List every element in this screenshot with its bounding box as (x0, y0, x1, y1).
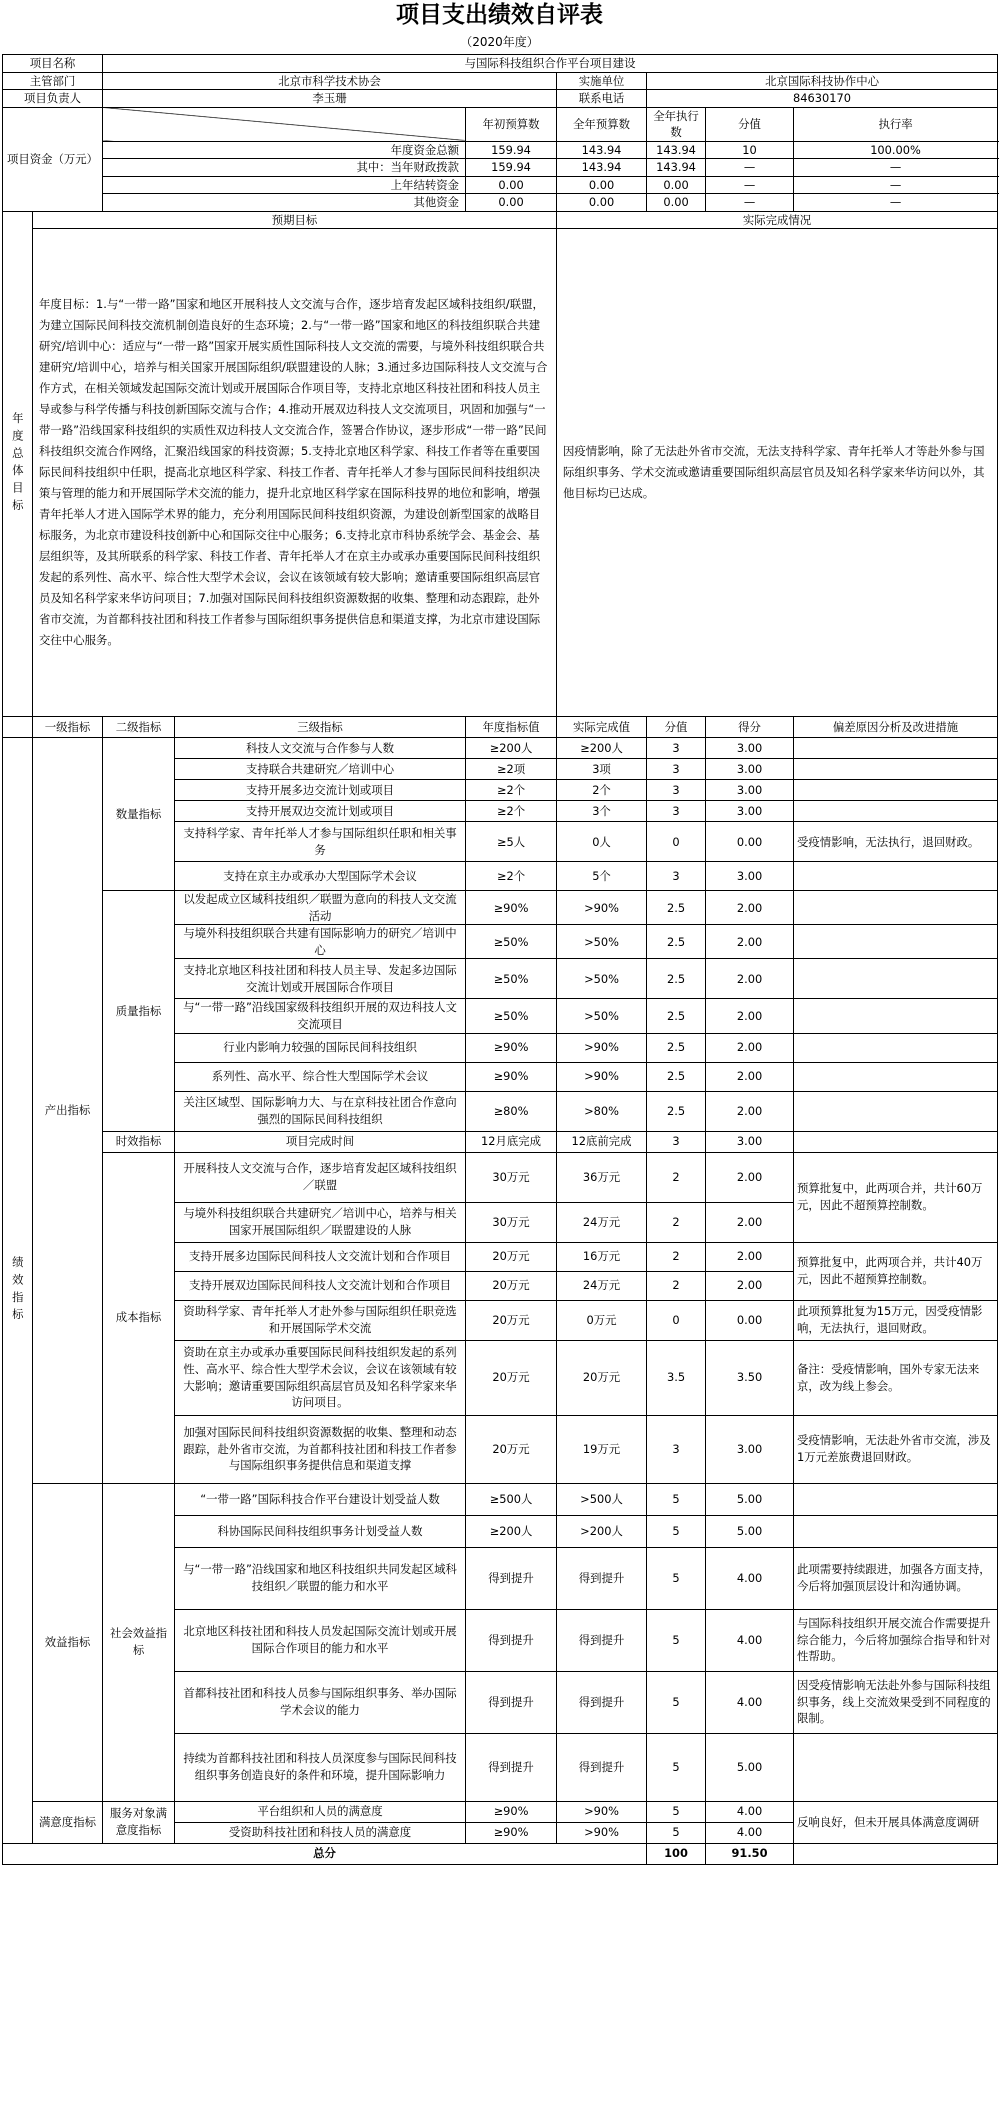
indicator-actual: 3个 (557, 801, 647, 822)
indicator-name: 科技人文交流与合作参与人数 (175, 738, 466, 759)
evaluation-table (2, 54, 998, 1865)
indicator-actual: >90% (557, 1062, 647, 1091)
indicator-note: 与国际科技组织开展交流合作需要提升综合能力，今后将加强综合指导和针对性帮助。 (794, 1609, 998, 1671)
lead-value: 李玉珊 (103, 90, 557, 108)
indicator-score: 2.00 (706, 1152, 794, 1202)
indicator-weight: 5 (647, 1609, 706, 1671)
indicator-weight: 3 (647, 738, 706, 759)
indicator-target: 12月底完成 (466, 1131, 557, 1152)
indicator-name: 资助科学家、青年托举人才赴外参与国际组织任职竞选和开展国际学术交流 (175, 1300, 466, 1340)
indicator-score: 3.00 (706, 862, 794, 891)
indicator-score: 4.00 (706, 1609, 794, 1671)
indicator-header: 年度指标值 (466, 717, 557, 738)
indicator-weight: 3 (647, 862, 706, 891)
indicator-score: 5.00 (706, 1733, 794, 1801)
indicator-weight: 3 (647, 780, 706, 801)
indicator-score: 3.50 (706, 1340, 794, 1415)
funds-value: 0.00 (557, 176, 647, 194)
indicator-note (794, 925, 998, 959)
indicator-weight: 3.5 (647, 1340, 706, 1415)
indicator-target: 30万元 (466, 1202, 557, 1242)
indicator-score: 2.00 (706, 1062, 794, 1091)
indicator-score: 2.00 (706, 1202, 794, 1242)
indicator-name: 支持北京地区科技社团和科技人员主导、发起多边国际交流计划或开展国际合作项目 (175, 959, 466, 999)
indicator-actual: 24万元 (557, 1202, 647, 1242)
total-weight: 100 (647, 1843, 706, 1864)
indicator-score: 4.00 (706, 1547, 794, 1609)
indicator-note: 受疫情影响，无法执行，退回财政。 (794, 822, 998, 862)
indicator-target: 20万元 (466, 1340, 557, 1415)
indicator-actual: 19万元 (557, 1415, 647, 1483)
indicator-weight: 2 (647, 1242, 706, 1271)
project-name: 与国际科技组织合作平台项目建设 (103, 55, 998, 73)
indicator-target: 得到提升 (466, 1671, 557, 1733)
indicator-score: 3.00 (706, 1415, 794, 1483)
indicator-actual: 得到提升 (557, 1547, 647, 1609)
indicator-weight: 5 (647, 1515, 706, 1547)
indicator-note (794, 1033, 998, 1062)
total-label: 总分 (3, 1843, 647, 1864)
funds-row-name: 上年结转资金 (103, 176, 466, 194)
indicator-target: ≥2个 (466, 862, 557, 891)
funds-value: — (794, 159, 998, 177)
phone-value: 84630170 (647, 90, 998, 108)
funds-value: 0.00 (466, 194, 557, 212)
indicator-actual: 0万元 (557, 1300, 647, 1340)
level2-quantity: 数量指标 (103, 738, 175, 891)
indicator-note (794, 891, 998, 925)
indicator-weight: 3 (647, 801, 706, 822)
indicator-score: 4.00 (706, 1801, 794, 1822)
indicator-weight: 5 (647, 1547, 706, 1609)
indicator-weight: 2.5 (647, 1033, 706, 1062)
indicator-weight: 5 (647, 1733, 706, 1801)
indicator-score: 2.00 (706, 1242, 794, 1271)
actual-result-text: 因疫情影响，除了无法赴外省市交流，无法支持科学家、青年托举人才等赴外参与国际组织事务、学术交流或邀请重要国际组织高层官员及知名科学家来华访问以外，其他目标均已达成。 (557, 229, 998, 717)
indicator-weight: 2 (647, 1271, 706, 1300)
expected-goal-text: 年度目标：1.与“一带一路”国家和地区开展科技人文交流与合作，逐步培育发起区域科技组织/联盟，为建立国际民间科技交流机制创造良好的生态环境；2.与“一带一路”国家和地区的科技组织联合共建研究/培训中心：适应与“一带一路”国家开展实质性国际科技人文交流的需要，与境外科技组织联合共建研究/培训中心，培养与相关国家开展国际组织/联盟建设的人脉；3.通过多边国际科技人文交流与合作方式，在相关领域发起国际交流计划或开展国际合作项目等，支持北京地区科技社团和科技人员主导或参与科学传播与科技创新国际交流与合作；4.推动开展双边科技人文交流项目，巩固和加强与“一带一路”沿线国家科技组织的实质性双边科技人文交流合作，签署合作协议，逐步形成“一带一路”民间科技组织交流合作网络，汇聚沿线国家的科技资源；5.支持北京地区科学家、科技工作者等在重要国际民间科技组织中任职，提高北京地区科学家、科技工作者、青年托举人才参与国际民间科技组织决策与管理的能力和开展国际学术交流的能力，提升北京地区科学家在国际科技界的地位和影响，增强青年托举人才进入国际学术界的能力，充分利用国际民间科技组织资源，为建设创新型国家的战略目标服务，为北京市建设科技创新中心和国际交往中心服务；6.支持北京市科协系统学会、基金会、基层组织等，及其所联系的科学家、科技工作者、青年托举人才在京主办或承办重要国际民间科技组织发起的系列性、高水平、综合性大型学术会议，会议在该领域有较大影响；邀请重要国际组织高层官员及知名科学家来华访问项目；7.加强对国际民间科技组织资源数据的收集、整理和动态跟踪，赴外省市交流，为首都科技社团和科技工作者参与国际组织事务提供信息和渠道支撑，为北京市建设国际交往中心服务。 (33, 229, 557, 717)
funds-value: — (706, 176, 794, 194)
total-note (794, 1843, 998, 1864)
funds-value: 0.00 (647, 176, 706, 194)
funds-value: 143.94 (557, 159, 647, 177)
indicator-weight: 2.5 (647, 925, 706, 959)
satisfaction-note: 反响良好，但未开展具体满意度调研 (794, 1801, 998, 1843)
funds-value: — (706, 159, 794, 177)
indicator-actual: 36万元 (557, 1152, 647, 1202)
indicator-actual: >90% (557, 1801, 647, 1822)
indicator-target: 20万元 (466, 1415, 557, 1483)
indicator-note (794, 999, 998, 1033)
indicator-score: 4.00 (706, 1671, 794, 1733)
funds-value: 0.00 (647, 194, 706, 212)
level2-satisfaction: 服务对象满意度指标 (103, 1801, 175, 1843)
indicator-note (794, 1733, 998, 1801)
funds-value: 159.94 (466, 159, 557, 177)
indicator-name: 支持开展多边交流计划或项目 (175, 780, 466, 801)
indicator-target: ≥2个 (466, 780, 557, 801)
indicator-target: ≥90% (466, 1062, 557, 1091)
indicator-target: 20万元 (466, 1242, 557, 1271)
indicator-note (794, 1131, 998, 1152)
indicator-target: ≥500人 (466, 1483, 557, 1515)
indicator-score: 3.00 (706, 780, 794, 801)
indicator-name: 支持开展双边交流计划或项目 (175, 801, 466, 822)
indicator-target: ≥200人 (466, 1515, 557, 1547)
indicator-target: ≥80% (466, 1091, 557, 1131)
indicator-actual: >200人 (557, 1515, 647, 1547)
impl-label: 实施单位 (557, 72, 647, 90)
indicator-weight: 0 (647, 822, 706, 862)
indicator-target: ≥50% (466, 959, 557, 999)
cost-note: 备注：受疫情影响，国外专家无法来京，改为线上参会。 (794, 1340, 998, 1415)
indicator-weight: 2.5 (647, 1062, 706, 1091)
indicator-score: 0.00 (706, 822, 794, 862)
indicator-name: 支持开展双边国际民间科技人文交流计划和合作项目 (175, 1271, 466, 1300)
indicator-score: 3.00 (706, 759, 794, 780)
blank-cell (3, 717, 33, 738)
indicator-note: 此项需要持续跟进，加强各方面支持，今后将加强顶层设计和沟通协调。 (794, 1547, 998, 1609)
indicator-score: 2.00 (706, 999, 794, 1033)
indicator-header: 一级指标 (33, 717, 103, 738)
level1-satisfaction: 满意度指标 (33, 1801, 103, 1843)
indicator-name: 行业内影响力较强的国际民间科技组织 (175, 1033, 466, 1062)
indicator-target: 得到提升 (466, 1547, 557, 1609)
level2-timeliness: 时效指标 (103, 1131, 175, 1152)
indicator-name: 加强对国际民间科技组织资源数据的收集、整理和动态跟踪，赴外省市交流，为首都科技社团和科技工作者参与国际组织事务提供信息和渠道支撑 (175, 1415, 466, 1483)
indicator-target: 30万元 (466, 1152, 557, 1202)
indicator-actual: 3项 (557, 759, 647, 780)
indicator-target: ≥90% (466, 1801, 557, 1822)
indicator-score: 3.00 (706, 801, 794, 822)
indicator-actual: >90% (557, 891, 647, 925)
cost-note: 受疫情影响，无法赴外省市交流，涉及1万元差旅费退回财政。 (794, 1415, 998, 1483)
indicator-note (794, 759, 998, 780)
indicator-target: ≥200人 (466, 738, 557, 759)
indicator-name: 开展科技人文交流与合作，逐步培育发起区域科技组织／联盟 (175, 1152, 466, 1202)
indicator-name: 项目完成时间 (175, 1131, 466, 1152)
indicator-weight: 3 (647, 1415, 706, 1483)
funds-header: 全年预算数 (557, 107, 647, 141)
dept-label: 主管部门 (3, 72, 103, 90)
indicator-target: ≥90% (466, 1822, 557, 1843)
indicator-name: 与境外科技组织联合共建有国际影响力的研究／培训中心 (175, 925, 466, 959)
funds-value: — (706, 194, 794, 212)
indicator-score: 2.00 (706, 891, 794, 925)
indicator-header: 实际完成值 (557, 717, 647, 738)
indicator-note (794, 959, 998, 999)
indicator-actual: >500人 (557, 1483, 647, 1515)
indicator-score: 0.00 (706, 1300, 794, 1340)
funds-header: 年初预算数 (466, 107, 557, 141)
goals-side-label: 年度总体目标 (3, 211, 33, 717)
funds-value: — (794, 194, 998, 212)
indicator-note (794, 1515, 998, 1547)
indicator-actual: 0人 (557, 822, 647, 862)
indicator-name: 支持科学家、青年托举人才参与国际组织任职和相关事务 (175, 822, 466, 862)
actual-result-header: 实际完成情况 (557, 211, 998, 229)
indicator-weight: 5 (647, 1822, 706, 1843)
impl-value: 北京国际科技协作中心 (647, 72, 998, 90)
funds-diagonal-cell (103, 107, 466, 141)
indicator-target: ≥90% (466, 1033, 557, 1062)
funds-row-name: 其他资金 (103, 194, 466, 212)
indicator-name: 与境外科技组织联合共建研究／培训中心，培养与相关国家开展国际组织／联盟建设的人脉 (175, 1202, 466, 1242)
indicator-name: 系列性、高水平、综合性大型国际学术会议 (175, 1062, 466, 1091)
indicator-name: 与“一带一路”沿线国家级科技组织开展的双边科技人文交流项目 (175, 999, 466, 1033)
indicator-actual: 16万元 (557, 1242, 647, 1271)
indicator-actual: 12底前完成 (557, 1131, 647, 1152)
indicator-target: ≥50% (466, 925, 557, 959)
funds-row-name: 其中：当年财政拨款 (103, 159, 466, 177)
cost-note: 预算批复中，此两项合并，共计60万元，因此不超预算控制数。 (794, 1152, 998, 1242)
indicator-target: ≥90% (466, 891, 557, 925)
indicator-name: 资助在京主办或承办重要国际民间科技组织发起的系列性、高水平、综合性大型学术会议，会议在该领域有较大影响；邀请重要国际组织高层官员及知名科学家来华访问项目。 (175, 1340, 466, 1415)
indicator-note (794, 1062, 998, 1091)
level2-social: 社会效益指标 (103, 1483, 175, 1801)
indicator-target: ≥2项 (466, 759, 557, 780)
indicator-target: ≥2个 (466, 801, 557, 822)
level2-cost: 成本指标 (103, 1152, 175, 1483)
indicator-weight: 5 (647, 1483, 706, 1515)
indicator-note: 因受疫情影响无法赴外参与国际科技组织事务，线上交流效果受到不同程度的限制。 (794, 1671, 998, 1733)
cost-note: 预算批复中，此两项合并，共计40万元，因此不超预算控制数。 (794, 1242, 998, 1300)
indicator-weight: 5 (647, 1671, 706, 1733)
total-score: 91.50 (706, 1843, 794, 1864)
level1-output: 产出指标 (33, 738, 103, 1483)
indicator-target: 20万元 (466, 1300, 557, 1340)
indicator-name: 支持联合共建研究／培训中心 (175, 759, 466, 780)
indicator-weight: 2 (647, 1152, 706, 1202)
indicator-name: 与“一带一路”沿线国家和地区科技组织共同发起区域科技组织／联盟的能力和水平 (175, 1547, 466, 1609)
indicator-name: 支持开展多边国际民间科技人文交流计划和合作项目 (175, 1242, 466, 1271)
indicator-score: 5.00 (706, 1483, 794, 1515)
indicator-name: 平台组织和人员的满意度 (175, 1801, 466, 1822)
indicator-name: 科协国际民间科技组织事务计划受益人数 (175, 1515, 466, 1547)
level2-quality: 质量指标 (103, 891, 175, 1131)
indicator-score: 4.00 (706, 1822, 794, 1843)
indicator-actual: >50% (557, 925, 647, 959)
indicator-actual: 5个 (557, 862, 647, 891)
indicator-score: 3.00 (706, 738, 794, 759)
indicator-weight: 0 (647, 1300, 706, 1340)
indicator-note (794, 801, 998, 822)
funds-value: 100.00% (794, 141, 998, 159)
indicator-score: 5.00 (706, 1515, 794, 1547)
indicator-note (794, 1483, 998, 1515)
indicator-header: 三级指标 (175, 717, 466, 738)
indicators-side-label: 绩效指标 (3, 738, 33, 1843)
indicator-target: 得到提升 (466, 1733, 557, 1801)
funds-value: 0.00 (466, 176, 557, 194)
funds-row-name: 年度资金总额 (103, 141, 466, 159)
indicator-actual: 24万元 (557, 1271, 647, 1300)
indicator-weight: 2.5 (647, 959, 706, 999)
indicator-weight: 2.5 (647, 891, 706, 925)
indicator-name: 支持在京主办或承办大型国际学术会议 (175, 862, 466, 891)
indicator-actual: 得到提升 (557, 1671, 647, 1733)
indicator-score: 2.00 (706, 1091, 794, 1131)
indicator-score: 2.00 (706, 1271, 794, 1300)
indicator-score: 2.00 (706, 959, 794, 999)
funds-header: 全年执行数 (647, 107, 706, 141)
funds-value: 0.00 (557, 194, 647, 212)
indicator-actual: >80% (557, 1091, 647, 1131)
indicator-actual: >90% (557, 1822, 647, 1843)
indicator-score: 3.00 (706, 1131, 794, 1152)
dept-value: 北京市科学技术协会 (103, 72, 557, 90)
indicator-name: 以发起成立区域科技组织／联盟为意向的科技人文交流活动 (175, 891, 466, 925)
indicator-score: 2.00 (706, 1033, 794, 1062)
indicator-name: 首都科技社团和科技人员参与国际组织事务、举办国际学术会议的能力 (175, 1671, 466, 1733)
indicator-weight: 3 (647, 1131, 706, 1152)
expected-goal-header: 预期目标 (33, 211, 557, 229)
indicator-name: 受资助科技社团和科技人员的满意度 (175, 1822, 466, 1843)
indicator-actual: ≥200人 (557, 738, 647, 759)
funds-value: 143.94 (557, 141, 647, 159)
year-label: （2020年度） (460, 35, 539, 49)
indicator-actual: >90% (557, 1033, 647, 1062)
indicator-weight: 5 (647, 1801, 706, 1822)
cost-note: 此项预算批复为15万元，因受疫情影响，无法执行，退回财政。 (794, 1300, 998, 1340)
indicator-actual: >50% (557, 999, 647, 1033)
indicator-header: 二级指标 (103, 717, 175, 738)
funds-header: 分值 (706, 107, 794, 141)
funds-value: 143.94 (647, 141, 706, 159)
indicator-weight: 2.5 (647, 1091, 706, 1131)
indicator-actual: 得到提升 (557, 1733, 647, 1801)
indicator-header: 偏差原因分析及改进措施 (794, 717, 998, 738)
indicator-target: ≥5人 (466, 822, 557, 862)
page-title: 项目支出绩效自评表 (396, 1, 603, 28)
funds-value: — (794, 176, 998, 194)
funds-value: 10 (706, 141, 794, 159)
indicator-note (794, 738, 998, 759)
project-name-label: 项目名称 (3, 55, 103, 73)
level1-benefit: 效益指标 (33, 1483, 103, 1801)
indicator-weight: 2 (647, 1202, 706, 1242)
indicator-actual: 2个 (557, 780, 647, 801)
indicator-name: “一带一路”国际科技合作平台建设计划受益人数 (175, 1483, 466, 1515)
indicator-actual: >50% (557, 959, 647, 999)
indicator-header: 得分 (706, 717, 794, 738)
indicator-name: 持续为首都科技社团和科技人员深度参与国际民间科技组织事务创造良好的条件和环境，提升国际影响力 (175, 1733, 466, 1801)
indicator-name: 北京地区科技社团和科技人员发起国际交流计划或开展国际合作项目的能力和水平 (175, 1609, 466, 1671)
funds-label: 项目资金（万元） (3, 107, 103, 211)
indicator-target: 得到提升 (466, 1609, 557, 1671)
indicator-header: 分值 (647, 717, 706, 738)
lead-label: 项目负责人 (3, 90, 103, 108)
indicator-actual: 得到提升 (557, 1609, 647, 1671)
indicator-note (794, 780, 998, 801)
funds-header: 执行率 (794, 107, 998, 141)
indicator-note (794, 1091, 998, 1131)
indicator-actual: 20万元 (557, 1340, 647, 1415)
indicator-target: 20万元 (466, 1271, 557, 1300)
indicator-name: 关注区域型、国际影响力大、与在京科技社团合作意向强烈的国际民间科技组织 (175, 1091, 466, 1131)
phone-label: 联系电话 (557, 90, 647, 108)
funds-value: 143.94 (647, 159, 706, 177)
indicator-score: 2.00 (706, 925, 794, 959)
indicator-note (794, 862, 998, 891)
indicator-target: ≥50% (466, 999, 557, 1033)
indicator-weight: 2.5 (647, 999, 706, 1033)
indicator-weight: 3 (647, 759, 706, 780)
funds-value: 159.94 (466, 141, 557, 159)
